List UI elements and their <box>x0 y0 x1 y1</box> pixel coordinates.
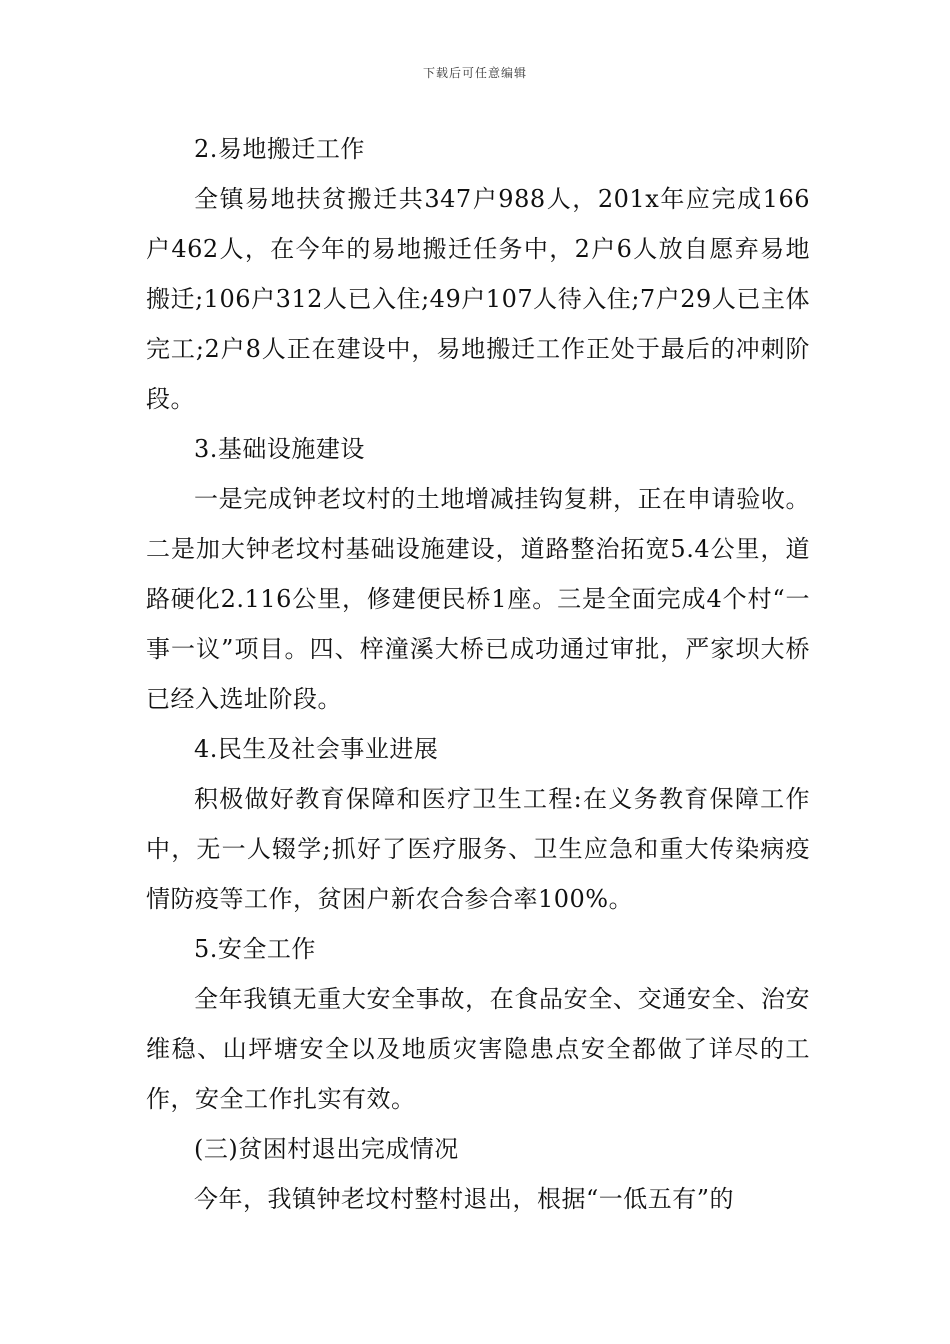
heading-relocation: 2.易地搬迁工作 <box>194 135 365 163</box>
paragraph-safety: 全年我镇无重大安全事故，在食品安全、交通安全、治安维稳、山坪塘安全以及地质灾害隐患点安全都做了详尽的工作，安全工作扎实有效。 <box>146 985 810 1113</box>
heading-livelihood: 4.民生及社会事业进展 <box>194 735 439 763</box>
paragraph-village-exit: 今年，我镇钟老坟村整村退出，根据“一低五有”的 <box>194 1185 735 1213</box>
heading-safety: 5.安全工作 <box>194 935 316 963</box>
document-body <box>146 124 810 1224</box>
paragraph-relocation: 全镇易地扶贫搬迁共347户988人，201x年应完成166户462人，在今年的易地搬迁任务中，2户6人放自愿弃易地搬迁;106户312人已入住;49户107人待入住;7户29人已主体完工;2户8人正在建设中，易地搬迁工作正处于最后的冲刺阶段。 <box>146 185 810 413</box>
paragraph-livelihood: 积极做好教育保障和医疗卫生工程:在义务教育保障工作中，无一人辍学;抓好了医疗服务、卫生应急和重大传染病疫情防疫等工作，贫困户新农合参合率100%。 <box>146 785 810 913</box>
page-header: 下载后可任意编辑 <box>422 66 527 80</box>
heading-infrastructure: 3.基础设施建设 <box>194 435 365 463</box>
heading-village-exit: (三)贫困村退出完成情况 <box>194 1135 459 1163</box>
paragraph-infrastructure: 一是完成钟老坟村的土地增减挂钩复耕，正在申请验收。二是加大钟老坟村基础设施建设，道路整治拓宽5.4公里，道路硬化2.116公里，修建便民桥1座。三是全面完成4个村“一事一议”项目。四、梓潼溪大桥已成功通过审批，严家坝大桥已经入选址阶段。 <box>146 485 810 713</box>
